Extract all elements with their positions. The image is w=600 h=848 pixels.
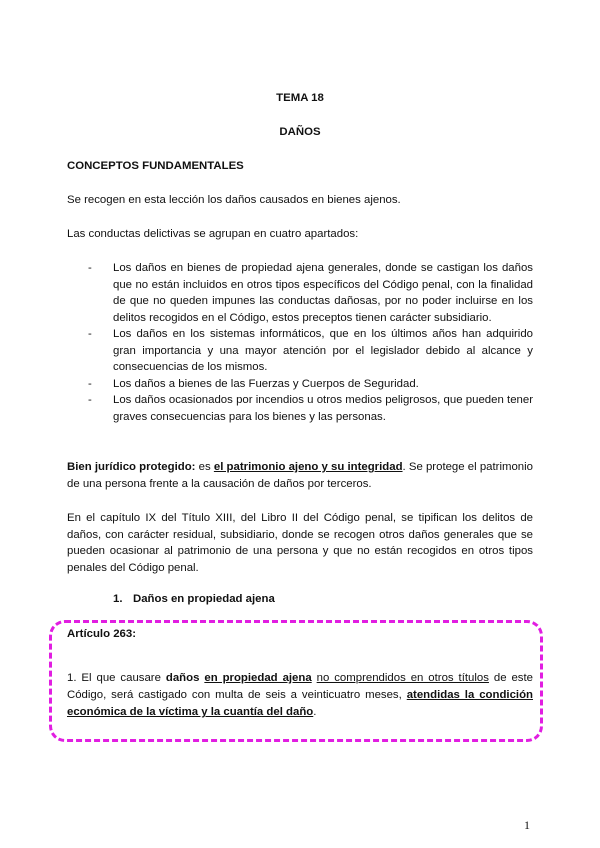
bien-label: Bien jurídico protegido: [67,461,196,473]
bien-es: es [195,461,214,473]
bullet-dash: - [88,394,92,406]
intro-paragraph: Se recogen en esta lección los daños causados en bienes ajenos. [67,194,401,206]
heading-number: 1. [113,593,123,605]
conducts-intro: Las conductas delictivas se agrupan en cuatro apartados: [67,228,359,240]
article-emph: daños [165,672,200,684]
list-item [88,260,533,326]
bullet-dash: - [88,377,92,390]
list-item-text: Los daños ocasionados por incendios u otros medios peligrosos, que pueden tener graves consecuencias para los bienes y las personas. [113,394,533,423]
bullet-dash: - [88,262,92,274]
list-item [88,326,533,376]
article-underline: no comprendidos en otros títulos [316,672,489,684]
article-text: 1. El que causare [67,672,166,684]
article-text: . [313,706,317,718]
article-text: de este Código, será castigado con multa de seis a veinticuatro meses, [67,672,534,701]
section-heading: CONCEPTOS FUNDAMENTALES [67,160,244,172]
list-item-text: Los daños en los sistemas informáticos, que en los últimos años han adquirido gran importancia y una mayor atención por el legislador debido al alcance y consecuencias de los mismos. [113,328,533,373]
page-title: DAÑOS [279,126,321,138]
tema-number: TEMA 18 [276,92,324,104]
bien-highlight: el patrimonio ajeno y su integridad [213,461,403,473]
bien-rest: . Se protege el patrimonio de una persona frente a la causación de daños por terceros. [67,461,534,490]
article-title: Artículo 263: [67,628,136,640]
list-item-text: Los daños en bienes de propiedad ajena generales, donde se castigan los daños que no están incluidos en otros tipos específicos del Código penal, con la finalidad de que no queden impunes las conductas dañosas, por no poder incluirse en los delitos recogidos en el Código, estos preceptos tienen carácter subsidiario. [113,262,533,324]
article-emph-underline: atendidas la condición económica de la víctima y la cuantía del daño [67,689,533,718]
page-number: 1 [524,818,530,832]
capitulo-paragraph: En el capítulo IX del Título XIII, del Libro II del Código penal, se tipifican los delitos de daños, con carácter residual, subsidiario, donde se recogen otros daños generales que se pueden ocasionar al patrimonio de una persona y que no están recogidos en otros tipos penales del Código penal. [67,512,533,574]
article-body [67,670,533,721]
conducts-list [88,260,533,425]
bullet-dash: - [88,328,92,340]
list-item-text: Los daños a bienes de las Fuerzas y Cuerpos de Seguridad. [113,377,419,390]
bien-juridico-paragraph [67,459,533,492]
article-emph-underline: en propiedad ajena [204,672,312,684]
heading-text: Daños en propiedad ajena [133,593,275,605]
numbered-heading [113,593,275,605]
list-item [88,392,533,425]
list-item [88,376,533,393]
